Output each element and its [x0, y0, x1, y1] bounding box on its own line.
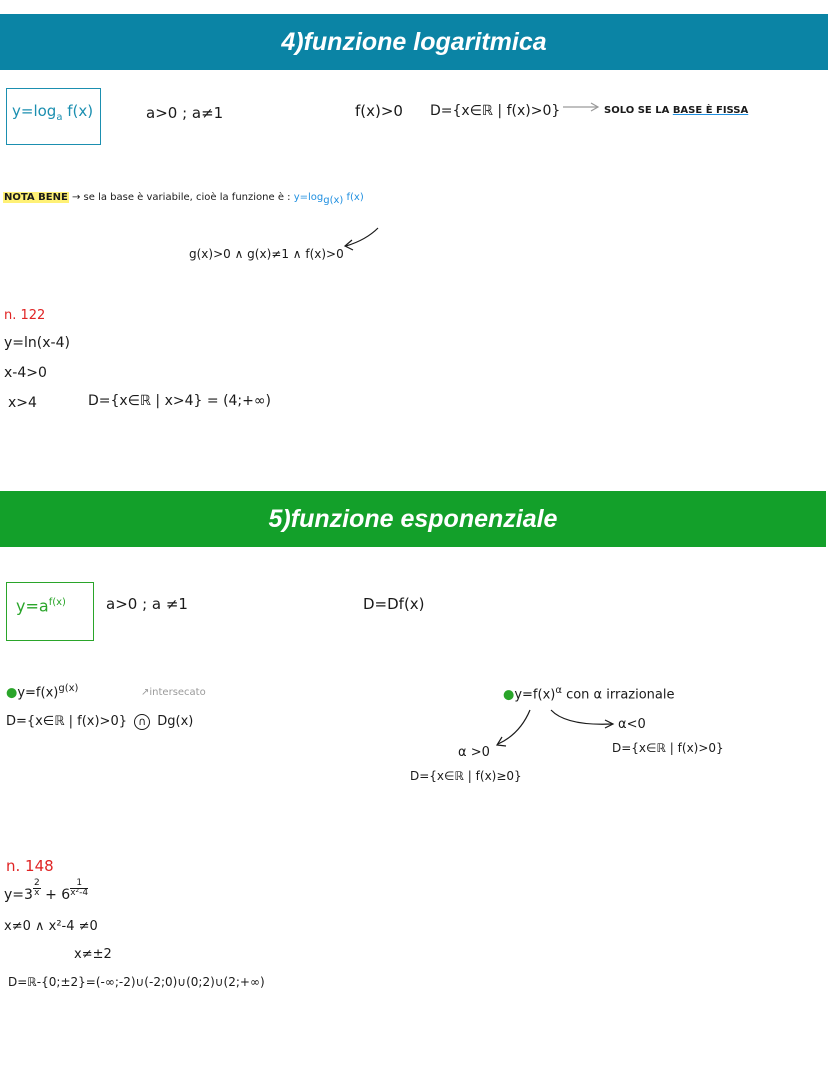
arrow-solo-se-icon [563, 103, 598, 111]
log-base-condition: a>0 ; a≠1 [146, 104, 224, 122]
exponent-fraction-2-over-x: $\frac{2}{x}$ [33, 878, 40, 898]
nota-bene-line: NOTA BENE → se la base è variabile, cioè la funzione è : $y=\log_{g(x)}$ f(x) [4, 192, 364, 206]
exponent-fraction-1-over-x2-4: $\frac{1}{\text{x²-4}}$ [70, 878, 89, 898]
example-122-line3: x>4 [8, 395, 37, 411]
example-148-domain: D=ℝ-{0;±2}=(-∞;-2)∪(-2;0)∪(0;2)∪(2;+∞) [8, 975, 265, 989]
case1-intersect-note: ↗intersecato [141, 687, 206, 698]
arrow-alpha-positive-icon [497, 710, 530, 746]
log-domain: D={x∈ℝ | f(x)>0} [430, 103, 561, 119]
case2-negative-domain: D={x∈ℝ | f(x)>0} [612, 741, 724, 755]
case2-formula: $●y=f(x)^\alpha$ con α irrazionale [503, 685, 675, 703]
example-122-line2: x-4>0 [4, 365, 47, 381]
case2-negative: α<0 [618, 717, 646, 732]
example-148-line1: y=3 $\frac{2}{x}$ + 6 $\frac{1}{\text{x²-4}}$ [4, 878, 89, 903]
log-formula: $y=\log_a$ f(x) [12, 102, 94, 123]
arrow-alpha-negative-icon [551, 710, 613, 728]
example-148-number: n. 148 [6, 857, 54, 875]
arrow-nota-bene-icon [345, 228, 378, 250]
example-122-number: n. 122 [4, 308, 46, 323]
case2-positive: α >0 [458, 745, 490, 760]
section-header-logarithmic: 4)funzione logaritmica [0, 14, 828, 70]
exp-domain: D=Df(x) [363, 595, 425, 613]
arrow-icon: ↗ [141, 687, 150, 698]
bullet-icon: ● [6, 685, 18, 701]
section-header-exponential: 5)funzione esponenziale [0, 491, 826, 547]
example-122-line1: y=ln(x-4) [4, 335, 70, 351]
nota-bene-formula: $y=\log_{g(x)}$ f(x) [293, 192, 364, 206]
example-148-line3: x≠±2 [74, 947, 112, 962]
bullet-icon: ● [503, 687, 515, 703]
case2-positive-domain: D={x∈ℝ | f(x)≥0} [410, 769, 522, 783]
exp-base-condition: a>0 ; a ≠1 [106, 595, 188, 613]
example-122-domain: D={x∈ℝ | x>4} = (4;+∞) [88, 393, 272, 409]
intersection-circled: ∩ [134, 714, 150, 730]
exp-formula: $y=a^{f(x)}$ [16, 596, 66, 616]
case1-domain: D={x∈ℝ | f(x)>0} ∩ Dg(x) [6, 714, 194, 729]
log-fixed-base-note: SOLO SE LA BASE È FISSA [604, 105, 749, 116]
example-148-line2: x≠0 ∧ x²-4 ≠0 [4, 919, 98, 934]
log-arg-condition: f(x)>0 [355, 102, 403, 120]
case1-formula: $●y=f(x)^{g(x)}$ [6, 683, 79, 701]
nota-bene-label: NOTA BENE [4, 192, 68, 203]
nota-bene-condition: g(x)>0 ∧ g(x)≠1 ∧ f(x)>0 [189, 247, 344, 261]
